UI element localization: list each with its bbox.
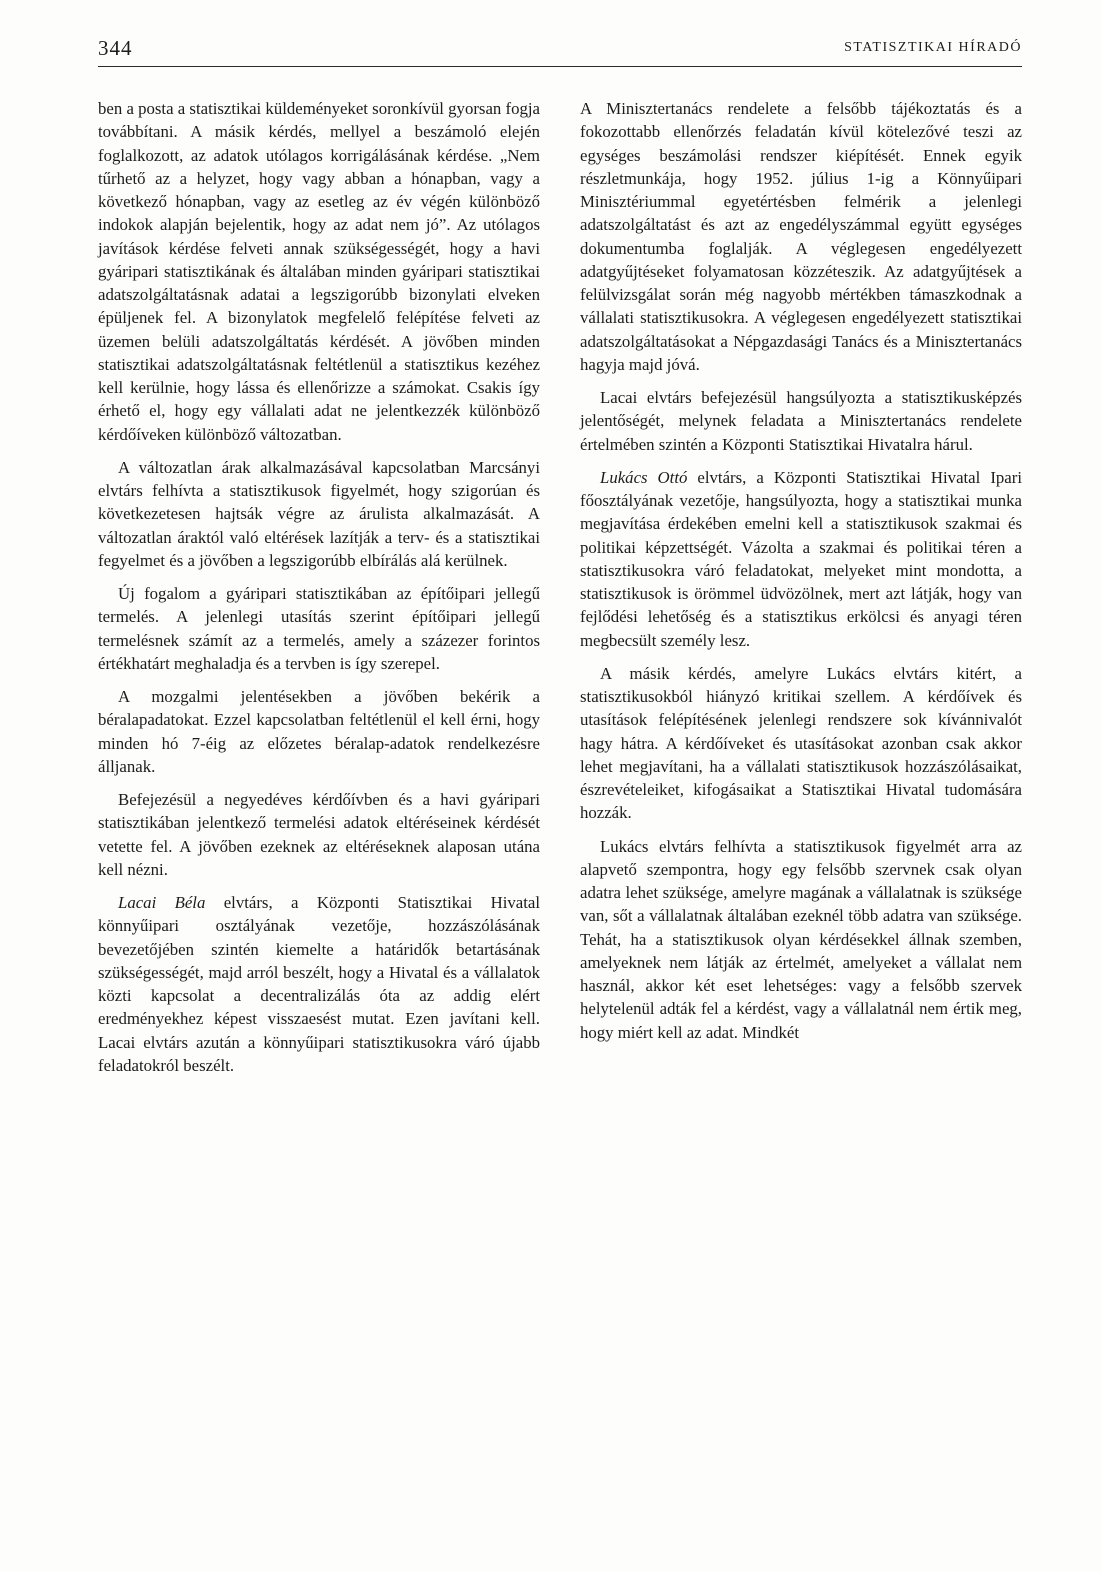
paragraph [580, 466, 1022, 652]
paragraph: Lukács elvtárs felhívta a statisztikusok figyelmét arra az alapvető szempontra, hogy egy felsőbb szervnek csak olyan adatra lehet szüksége, amelyre magának a vállalatnak is szüksége van, sőt a vállalatnak általában ezeknél több adatra van szüksége. Tehát, ha a statisztikusok olyan kérdésekkel állnak szemben, amelyeknek nem látják az értelmét, amelyeket a vállalat nem használ, akkor két eset lehetséges: vagy a felsőbb szervek helytelenül adták fel a kérdést, vagy a vállalatnál nem értik meg, hogy miért kell az adat. Mindkét [580, 836, 1022, 1042]
speaker-name: Lukács Ottó [600, 467, 688, 487]
page-number: 344 [98, 36, 133, 60]
paragraph-text: elvtárs, a Központi Statisztikai Hivatal Ipari főosztályának vezetője, hangsúlyozta, hogy a statisztikai munka megjavítása érdekében emelni kell a statisztikusok szakmai és politikai képzettségét. Vázolta a szakmai és politikai téren a statisztikusokra váró feladatokat, melyeket mint mondotta, a statisztikusok is örömmel üdvözölnek, mert azt látják, hogy van fejlődési lehetőség és a statisztikus erkölcsi és anyagi téren megbecsült személy lesz. [580, 467, 1022, 650]
paragraph-text: elvtárs, a Központi Statisztikai Hivatal könnyűipari osztályának vezetője, hozzászólásának bevezetőjében szintén kiemelte a határidők betartásának szükségességét, majd arról beszélt, hogy a Hivatal és a vállalatok közti kapcsolat a decentralizálás óta az addig elért eredményekhez képest visszaesést mutat. Ezen javítani kell. Lacai elvtárs azután a könnyűipari statisztikusokra váró újabb feladatokról beszélt. [98, 893, 540, 1075]
right-column [580, 97, 1022, 1044]
header-rule [98, 66, 1022, 67]
paragraph: A másik kérdés, amelyre Lukács elvtárs kitért, a statisztikusokból hiányzó kritikai szellem. A kérdőívek és utasítások felépítésének jelenlegi rendszere sok kívánnivalót hagy hátra. A kérdőíveket és utasításokat azonban csak akkor lehet megjavítani, ha a vállalati statisztikusok hozzászólásaikat, észrevételeiket, kifogásaikat a Statisztikai Hivatal tudomására hozzák. [580, 663, 1022, 823]
paragraph: A mozgalmi jelentésekben a jövőben bekérik a béralapadatokat. Ezzel kapcsolatban feltétlenül el kell érni, hogy minden hó 7-éig az előzetes béralap-adatok rendelkezésre álljanak. [98, 687, 540, 776]
paragraph: Lacai elvtárs befejezésül hangsúlyozta a statisztikusképzés jelentőségét, melynek feladata a Minisztertanács rendelete értelmében szintén a Központi Statisztikai Hivatalra hárul. [580, 388, 1022, 454]
running-head: STATISZTIKAI HÍRADÓ [844, 40, 1022, 55]
paragraph: Befejezésül a negyedéves kérdőívben és a havi gyáripari statisztikában jelentkező termelési adatok eltéréseinek kérdését vetette fel. A jövőben ezeknek az eltéréseknek alaposan utána kell nézni. [98, 790, 540, 879]
speaker-name: Lacai Béla [118, 893, 206, 912]
left-column [98, 97, 540, 1077]
page-header [98, 36, 1022, 66]
paragraph: ben a posta a statisztikai küldeményeket soronkívül gyorsan fogja továbbítani. A másik kérdés, mellyel a beszámoló elején foglalkozott, az adatok utólagos korrigálásának kérdése. „Nem tűrhető az a helyzet, hogy vagy abban a hónapban, vagy a következő hónapban, vagy az esetleg az év végén különböző indokok alapján bejelentik, hogy az adat nem jó”. Az utólagos javítások kérdése felveti annak szükségességét, hogy a havi gyáripari statisztikának és általában minden gyáripari statisztikai adatszolgáltatásnak adatai a legszigorúbb bizonylati elveken épüljenek fel. A bizonylatok megfelelő felépítése felveti az üzemen belüli adatszolgáltatás kérdését. A jövőben minden statisztikai adatszolgáltatásnak feltétlenül a statisztikus kezéhez kell kerülnie, hogy lássa és ellenőrizze a számokat. Csakis így érhető el, hogy egy vállalati adat ne jelentkezzék különböző kérdőíveken különböző változatban. [98, 99, 540, 444]
paragraph: A Minisztertanács rendelete a felsőbb tájékoztatás és a fokozottabb ellenőrzés feladatán kívül kötelezővé teszi az egységes beszámolási rendszer kiépítését. Ennek egyik részletmunkája, hogy 1952. július 1-ig a Könnyűipari Minisztériummal egyetértésben felmérik a jelenlegi adatszolgáltatást és azt az engedélyszámmal együtt egységes dokumentumba foglalják. A véglegesen engedélyezett adatgyűjtéseket folyamatosan közzéteszik. Az adatgyűjtések a felülvizsgálat során még nagyobb mértékben támaszkodnak a vállalati statisztikusokra. A véglegesen engedélyezett statisztikai adatszolgáltatásokat a Népgazdasági Tanács és a Minisztertanács hagyja majd jóvá. [580, 99, 1022, 374]
paragraph: Új fogalom a gyáripari statisztikában az építőipari jellegű termelés. A jelenlegi utasítás szerint építőipari jellegű termelésnek számít az a termelés, amely a százezer forintos értékhatárt meghaladja és a tervben is így szerepel. [98, 584, 540, 673]
paragraph: A változatlan árak alkalmazásával kapcsolatban Marcsányi elvtárs felhívta a statisztikusok figyelmét, hogy szigorúan és következetesen hajtsák végre az árulista alkalmazását. A változatlan áraktól való eltérések lazítják a terv- és a statisztikai fegyelmet és a jövőben a legszigorúbb elbírálás alá kerülnek. [98, 457, 540, 570]
paragraph [98, 891, 540, 1077]
